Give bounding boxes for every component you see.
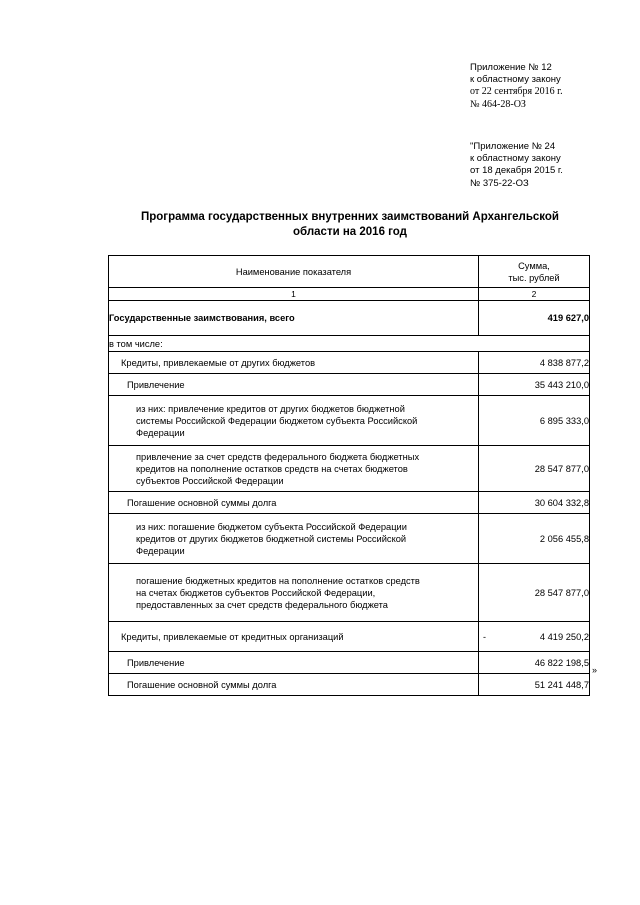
row-sum: 30 604 332,8 bbox=[479, 492, 590, 514]
borrowing-program-table bbox=[108, 255, 590, 696]
row-name-line: из них: погашение бюджетом субъекта Российской Федерации bbox=[136, 521, 407, 532]
row-name-line: системы Российской Федерации бюджетом субъекта Российской bbox=[136, 415, 418, 426]
table-row bbox=[109, 446, 590, 492]
table-row bbox=[109, 492, 590, 514]
row-sum: 4 419 250,2 bbox=[539, 631, 589, 642]
table-row bbox=[109, 674, 590, 696]
row-sum: 51 241 448,7 bbox=[479, 674, 590, 696]
row-name: Кредиты, привлекаемые от кредитных организаций bbox=[109, 622, 479, 652]
row-name-line: предоставленных за счет средств федерального бюджета bbox=[136, 599, 388, 610]
row-sum: 2 056 455,8 bbox=[479, 514, 590, 564]
row-name bbox=[109, 446, 479, 492]
table-row bbox=[109, 514, 590, 564]
row-name-line: из них: привлечение кредитов от других бюджетов бюджетной bbox=[136, 403, 405, 414]
row-name bbox=[109, 514, 479, 564]
row-name-line: Федерации bbox=[136, 427, 185, 438]
appendix-date: от 22 сентября 2016 г. bbox=[470, 86, 563, 98]
title-line: Программа государственных внутренних заимствований Архангельской bbox=[140, 211, 560, 223]
row-name-line: погашение бюджетных кредитов на пополнение остатков средств bbox=[136, 575, 420, 586]
row-name-line: кредитов на пополнение остатков средств на счетах бюджетов bbox=[136, 463, 408, 474]
appendix-header-old bbox=[470, 141, 563, 190]
table-row bbox=[109, 652, 590, 674]
table-row bbox=[109, 336, 590, 352]
row-name: в том числе: bbox=[109, 336, 590, 352]
row-name-line: кредитов от других бюджетов бюджетной системы Российской bbox=[136, 533, 407, 544]
table-header-row bbox=[109, 256, 590, 288]
row-name-line: Федерации bbox=[136, 545, 185, 556]
table-row bbox=[109, 622, 590, 652]
column-number: 2 bbox=[479, 288, 590, 301]
dash-mark: - bbox=[483, 631, 486, 642]
row-sum: 28 547 877,0 bbox=[479, 446, 590, 492]
table-row bbox=[109, 396, 590, 446]
appendix-number: "Приложение № 24 bbox=[470, 141, 556, 152]
row-sum-cell bbox=[479, 622, 590, 652]
appendix-law-ref: к областному закону bbox=[470, 153, 561, 165]
row-name: Погашение основной суммы долга bbox=[109, 492, 479, 514]
appendix-number: Приложение № 12 bbox=[470, 62, 552, 73]
appendix-law-ref: к областному закону bbox=[470, 74, 561, 86]
column-header-name: Наименование показателя bbox=[109, 256, 479, 288]
appendix-law-number: № 464-28-ОЗ bbox=[470, 98, 526, 110]
column-header-sum-line: тыс. рублей bbox=[508, 272, 560, 283]
row-name: Погашение основной суммы долга bbox=[109, 674, 479, 696]
column-number: 1 bbox=[109, 288, 479, 301]
table-row bbox=[109, 374, 590, 396]
row-name bbox=[109, 564, 479, 622]
row-sum: 4 838 877,2 bbox=[479, 352, 590, 374]
appendix-date: от 18 декабря 2015 г. bbox=[470, 165, 563, 177]
appendix-header-new bbox=[470, 62, 563, 111]
table-row bbox=[109, 301, 590, 336]
row-name: Кредиты, привлекаемые от других бюджетов bbox=[109, 352, 479, 374]
row-name-line: привлечение за счет средств федерального бюджета бюджетных bbox=[136, 451, 420, 462]
title-line: области на 2016 год bbox=[293, 226, 407, 238]
column-header-sum-line: Сумма, bbox=[518, 260, 550, 271]
row-sum: 28 547 877,0 bbox=[479, 564, 590, 622]
row-name: Привлечение bbox=[109, 374, 479, 396]
row-sum: 6 895 333,0 bbox=[479, 396, 590, 446]
row-sum: 35 443 210,0 bbox=[479, 374, 590, 396]
table-row bbox=[109, 564, 590, 622]
appendix-law-number: № 375-22-ОЗ bbox=[470, 177, 529, 189]
row-sum: 419 627,0 bbox=[479, 301, 590, 336]
row-name: Государственные заимствования, всего bbox=[109, 301, 479, 336]
row-name-line: субъектов Российской Федерации bbox=[136, 475, 284, 486]
table-row bbox=[109, 352, 590, 374]
row-name: Привлечение bbox=[109, 652, 479, 674]
column-number-row bbox=[109, 288, 590, 301]
document-title bbox=[108, 210, 592, 240]
row-name-line: на счетах бюджетов субъектов Российской Федерации, bbox=[136, 587, 376, 598]
row-sum: 46 822 198,5 bbox=[479, 652, 590, 674]
closing-quote-mark: » bbox=[592, 665, 598, 675]
row-name bbox=[109, 396, 479, 446]
column-header-sum bbox=[479, 256, 590, 288]
